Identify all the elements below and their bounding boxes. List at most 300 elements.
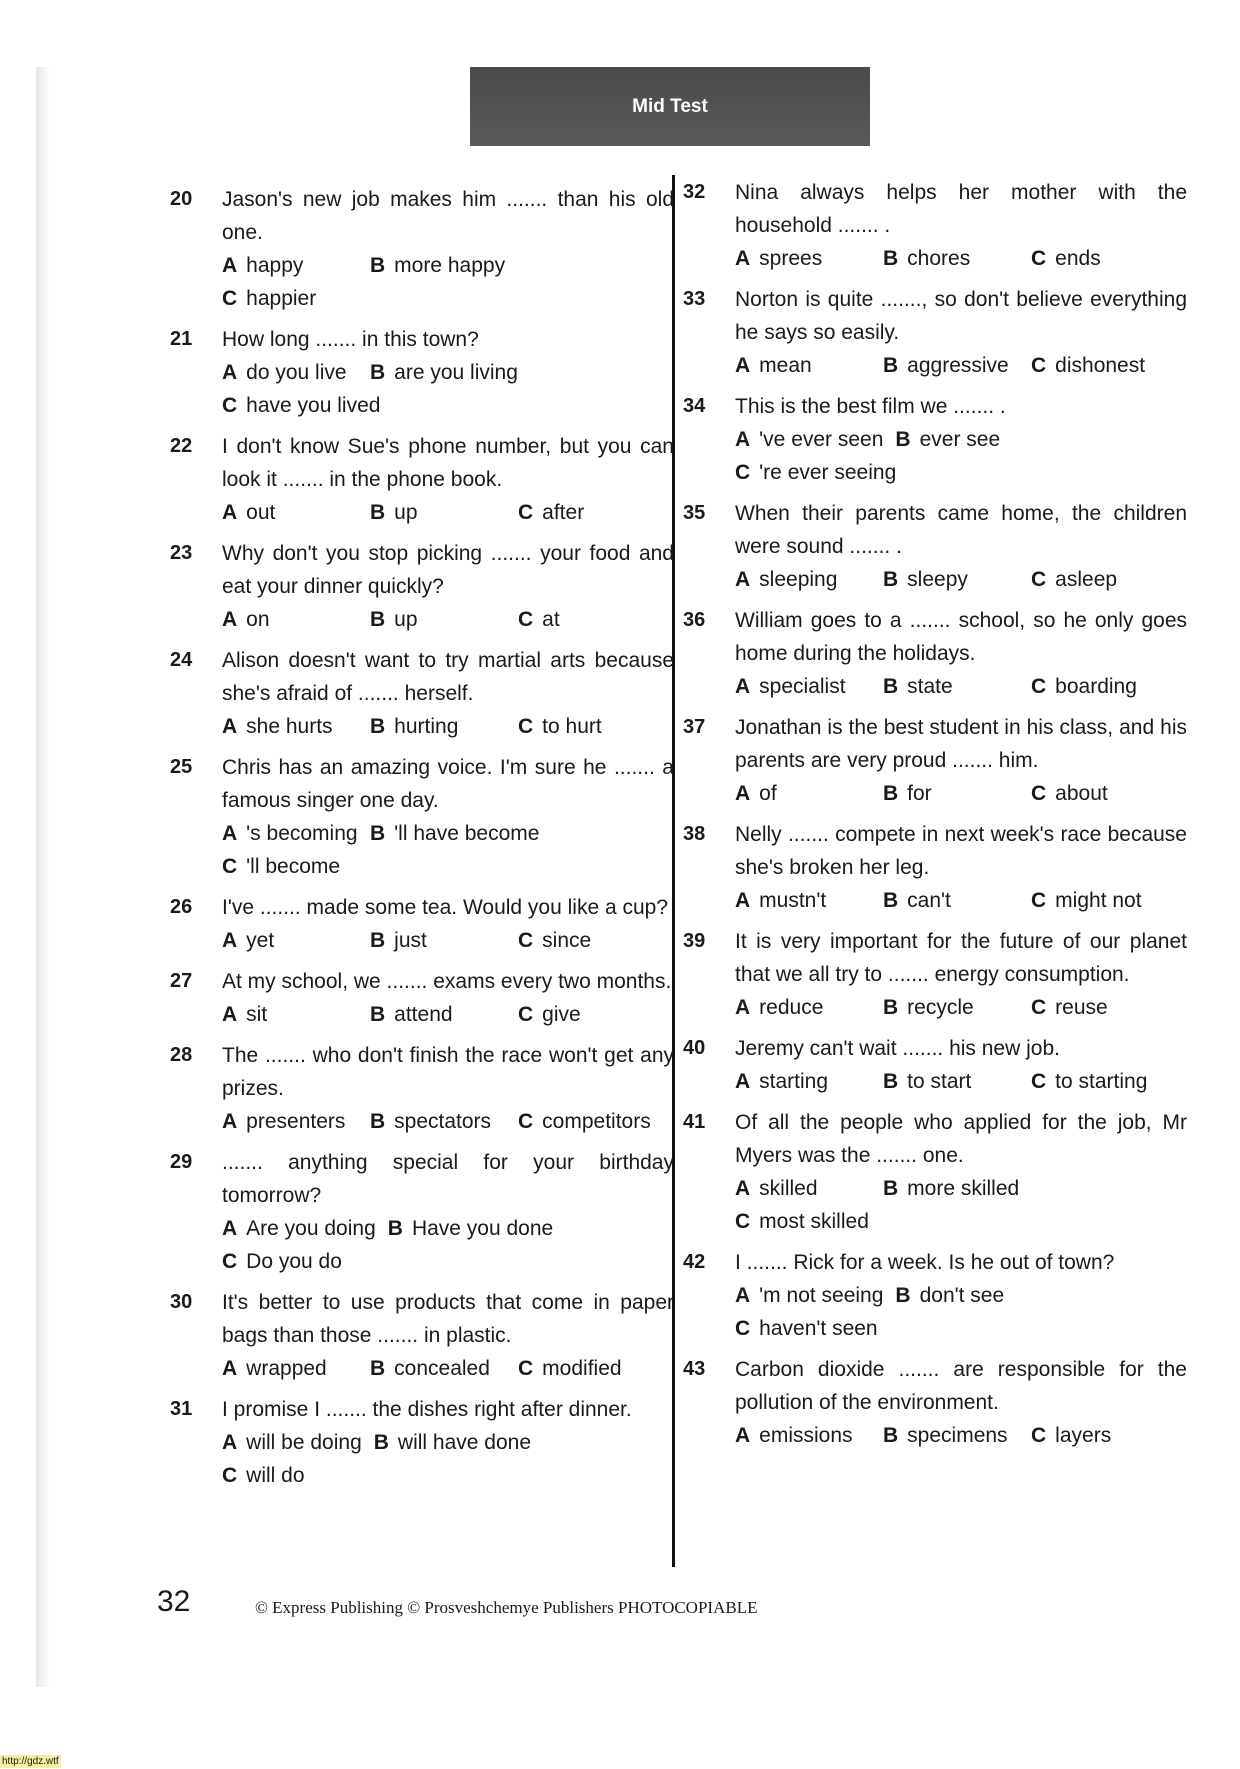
option-b[interactable] bbox=[370, 603, 518, 636]
option-text: 've ever seen bbox=[759, 428, 884, 451]
option-c[interactable] bbox=[222, 282, 370, 315]
option-text: ever see bbox=[919, 428, 1001, 451]
options-row bbox=[735, 1312, 1187, 1345]
option-letter: C bbox=[1031, 996, 1047, 1019]
option-letter: B bbox=[883, 354, 899, 377]
option-text: happy bbox=[246, 254, 304, 277]
question-number: 42 bbox=[683, 1251, 706, 1273]
option-text: emissions bbox=[759, 1424, 853, 1447]
option-c[interactable] bbox=[1031, 670, 1137, 703]
watermark-link[interactable]: http://gdz.wtf bbox=[2, 1756, 59, 1767]
options-row bbox=[735, 1065, 1187, 1098]
options-row bbox=[222, 1212, 674, 1245]
option-letter: B bbox=[883, 996, 899, 1019]
question-text: It's better to use products that come in paper bags than those ....... in plastic. bbox=[222, 1291, 674, 1347]
options-row bbox=[735, 991, 1187, 1024]
options-row bbox=[735, 563, 1187, 596]
option-b[interactable] bbox=[370, 356, 530, 389]
option-a[interactable] bbox=[735, 1419, 883, 1452]
option-letter: B bbox=[883, 1070, 899, 1093]
option-letter: A bbox=[222, 608, 238, 631]
option-c[interactable] bbox=[518, 1352, 622, 1385]
question-29 bbox=[170, 1146, 674, 1278]
option-b[interactable] bbox=[370, 817, 551, 850]
option-letter: B bbox=[373, 1431, 389, 1454]
option-letter: A bbox=[222, 254, 238, 277]
option-text: attend bbox=[394, 1003, 453, 1026]
question-number: 34 bbox=[683, 395, 706, 417]
option-text: 'll become bbox=[246, 855, 341, 878]
option-a[interactable] bbox=[222, 1426, 374, 1459]
option-b[interactable] bbox=[370, 1105, 518, 1138]
options-row bbox=[222, 1426, 674, 1459]
question-number: 30 bbox=[170, 1291, 193, 1313]
option-letter: B bbox=[370, 1110, 386, 1133]
question-number: 38 bbox=[683, 823, 706, 845]
question-text: Chris has an amazing voice. I'm sure he ....... a famous singer one day. bbox=[222, 756, 674, 812]
options-row bbox=[222, 924, 674, 957]
option-c[interactable] bbox=[735, 1312, 890, 1345]
option-text: 'm not seeing bbox=[759, 1284, 884, 1307]
question-40 bbox=[683, 1032, 1187, 1098]
option-text: mean bbox=[759, 354, 812, 377]
question-33 bbox=[683, 283, 1187, 382]
option-text: competitors bbox=[542, 1110, 651, 1133]
option-a[interactable] bbox=[222, 1212, 388, 1245]
option-letter: C bbox=[1031, 782, 1047, 805]
option-text: of bbox=[759, 782, 777, 805]
question-text: Carbon dioxide ....... are responsible for the pollution of the environment. bbox=[735, 1358, 1187, 1414]
question-23 bbox=[170, 537, 674, 636]
option-c[interactable] bbox=[1031, 777, 1108, 810]
option-text: 's becoming bbox=[246, 822, 358, 845]
option-text: haven't seen bbox=[759, 1317, 878, 1340]
question-text: Jason's new job makes him ....... than his old one. bbox=[222, 188, 674, 244]
option-text: sleepy bbox=[907, 568, 968, 591]
question-text: I've ....... made some tea. Would you like a cup? bbox=[222, 896, 669, 919]
option-letter: A bbox=[222, 822, 238, 845]
option-text: to starting bbox=[1055, 1070, 1148, 1093]
option-a[interactable] bbox=[735, 423, 895, 456]
question-text: Why don't you stop picking ....... your food and eat your dinner quickly? bbox=[222, 542, 674, 598]
option-letter: B bbox=[370, 1003, 386, 1026]
question-text: Alison doesn't want to try martial arts because she's afraid of ....... herself. bbox=[222, 649, 674, 705]
option-b[interactable] bbox=[883, 884, 1031, 917]
question-28 bbox=[170, 1039, 674, 1138]
option-letter: C bbox=[518, 1357, 534, 1380]
options-row bbox=[735, 349, 1187, 382]
option-text: sleeping bbox=[759, 568, 838, 591]
option-letter: C bbox=[735, 1317, 751, 1340]
option-text: will be doing bbox=[246, 1431, 362, 1454]
options-row bbox=[222, 1459, 674, 1492]
option-text: more happy bbox=[394, 254, 506, 277]
option-b[interactable] bbox=[883, 1065, 1031, 1098]
option-text: hurting bbox=[394, 715, 459, 738]
question-text: I promise I ....... the dishes right after dinner. bbox=[222, 1398, 632, 1421]
options-row bbox=[222, 710, 674, 743]
option-letter: B bbox=[883, 568, 899, 591]
option-text: dishonest bbox=[1055, 354, 1146, 377]
option-text: reduce bbox=[759, 996, 824, 1019]
option-a[interactable] bbox=[735, 777, 883, 810]
option-letter: B bbox=[895, 428, 911, 451]
option-text: at bbox=[542, 608, 560, 631]
option-text: concealed bbox=[394, 1357, 490, 1380]
question-43 bbox=[683, 1353, 1187, 1452]
question-number: 43 bbox=[683, 1358, 706, 1380]
option-letter: B bbox=[883, 782, 899, 805]
option-b[interactable] bbox=[883, 1419, 1031, 1452]
options-row bbox=[222, 389, 674, 422]
question-21 bbox=[170, 323, 674, 422]
option-c[interactable] bbox=[222, 1245, 370, 1278]
option-a[interactable] bbox=[222, 924, 370, 957]
question-31 bbox=[170, 1393, 674, 1492]
option-letter: B bbox=[370, 361, 386, 384]
options-row bbox=[222, 282, 674, 315]
option-a[interactable] bbox=[735, 670, 883, 703]
option-b[interactable] bbox=[883, 349, 1031, 382]
option-letter: B bbox=[883, 675, 899, 698]
option-text: she hurts bbox=[246, 715, 333, 738]
option-c[interactable] bbox=[1031, 884, 1142, 917]
option-c[interactable] bbox=[735, 456, 908, 489]
option-text: mustn't bbox=[759, 889, 827, 912]
question-text: How long ....... in this town? bbox=[222, 328, 479, 351]
question-30 bbox=[170, 1286, 674, 1385]
question-number: 41 bbox=[683, 1111, 706, 1133]
option-text: layers bbox=[1055, 1424, 1112, 1447]
option-text: skilled bbox=[759, 1177, 818, 1200]
option-letter: A bbox=[735, 568, 751, 591]
option-text: recycle bbox=[907, 996, 974, 1019]
question-text: William goes to a ....... school, so he only goes home during the holidays. bbox=[735, 609, 1187, 665]
option-letter: A bbox=[735, 1284, 751, 1307]
question-number: 40 bbox=[683, 1037, 706, 1059]
option-a[interactable] bbox=[222, 496, 370, 529]
option-a[interactable] bbox=[222, 1352, 370, 1385]
question-number: 23 bbox=[170, 542, 193, 564]
option-letter: C bbox=[1031, 568, 1047, 591]
question-37 bbox=[683, 711, 1187, 810]
options-row bbox=[735, 1205, 1187, 1238]
options-row bbox=[222, 1352, 674, 1385]
option-letter: A bbox=[735, 1177, 751, 1200]
option-text: most skilled bbox=[759, 1210, 869, 1233]
question-39 bbox=[683, 925, 1187, 1024]
option-text: specimens bbox=[907, 1424, 1008, 1447]
option-text: out bbox=[246, 501, 276, 524]
question-42 bbox=[683, 1246, 1187, 1345]
question-number: 25 bbox=[170, 756, 193, 778]
question-36 bbox=[683, 604, 1187, 703]
option-letter: C bbox=[222, 1250, 238, 1273]
option-text: about bbox=[1055, 782, 1108, 805]
options-row bbox=[222, 496, 674, 529]
question-number: 32 bbox=[683, 181, 706, 203]
question-27 bbox=[170, 965, 674, 1031]
option-c[interactable] bbox=[222, 1459, 370, 1492]
option-letter: B bbox=[370, 254, 386, 277]
options-row bbox=[222, 850, 674, 883]
option-a[interactable] bbox=[735, 563, 883, 596]
option-letter: C bbox=[222, 855, 238, 878]
option-text: since bbox=[542, 929, 592, 952]
option-c[interactable] bbox=[1031, 991, 1108, 1024]
question-number: 39 bbox=[683, 930, 706, 952]
option-letter: A bbox=[735, 782, 751, 805]
option-b[interactable] bbox=[370, 998, 518, 1031]
option-letter: A bbox=[735, 428, 751, 451]
option-text: 're ever seeing bbox=[759, 461, 897, 484]
option-letter: B bbox=[895, 1284, 911, 1307]
option-text: boarding bbox=[1055, 675, 1137, 698]
option-b[interactable] bbox=[883, 991, 1031, 1024]
option-letter: C bbox=[518, 1003, 534, 1026]
option-a[interactable] bbox=[222, 603, 370, 636]
option-b[interactable] bbox=[374, 1426, 543, 1459]
options-row bbox=[222, 817, 674, 850]
section-header bbox=[470, 67, 870, 146]
options-row bbox=[222, 249, 674, 282]
options-row bbox=[735, 1172, 1187, 1205]
option-text: are you living bbox=[394, 361, 518, 384]
question-text: Norton is quite ......., so don't believe everything he says so easily. bbox=[735, 288, 1187, 344]
question-text: It is very important for the future of our planet that we all try to ....... energy consumption. bbox=[735, 930, 1187, 986]
options-row bbox=[735, 242, 1187, 275]
option-text: have you lived bbox=[246, 394, 381, 417]
option-text: give bbox=[542, 1003, 581, 1026]
option-letter: B bbox=[370, 822, 386, 845]
option-letter: C bbox=[518, 608, 534, 631]
option-text: up bbox=[394, 501, 418, 524]
option-letter: C bbox=[222, 287, 238, 310]
option-letter: B bbox=[370, 501, 386, 524]
option-text: spectators bbox=[394, 1110, 492, 1133]
question-20 bbox=[170, 183, 674, 315]
option-letter: B bbox=[883, 247, 899, 270]
question-text: I ....... Rick for a week. Is he out of town? bbox=[735, 1251, 1115, 1274]
option-a[interactable] bbox=[735, 1279, 895, 1312]
question-41 bbox=[683, 1106, 1187, 1238]
option-c[interactable] bbox=[222, 850, 370, 883]
option-letter: B bbox=[387, 1217, 403, 1240]
options-row bbox=[735, 423, 1187, 456]
question-number: 26 bbox=[170, 896, 193, 918]
option-letter: C bbox=[735, 461, 751, 484]
options-row bbox=[735, 884, 1187, 917]
option-text: presenters bbox=[246, 1110, 346, 1133]
option-b[interactable] bbox=[883, 242, 1031, 275]
options-row bbox=[222, 998, 674, 1031]
option-a[interactable] bbox=[222, 998, 370, 1031]
option-b[interactable] bbox=[370, 710, 518, 743]
option-letter: A bbox=[735, 675, 751, 698]
option-text: just bbox=[394, 929, 427, 952]
page-edge-shadow bbox=[36, 67, 50, 1687]
option-text: for bbox=[907, 782, 932, 805]
option-text: on bbox=[246, 608, 270, 631]
option-text: to start bbox=[907, 1070, 972, 1093]
option-text: happier bbox=[246, 287, 317, 310]
option-c[interactable] bbox=[518, 1105, 651, 1138]
question-text: Jeremy can't wait ....... his new job. bbox=[735, 1037, 1060, 1060]
question-text: Nelly ....... compete in next week's race because she's broken her leg. bbox=[735, 823, 1187, 879]
option-a[interactable] bbox=[222, 710, 370, 743]
option-c[interactable] bbox=[518, 924, 591, 957]
options-row bbox=[735, 1279, 1187, 1312]
question-text: Jonathan is the best student in his class, and his parents are very proud ....... him. bbox=[735, 716, 1187, 772]
question-number: 36 bbox=[683, 609, 706, 631]
option-letter: A bbox=[735, 1424, 751, 1447]
option-a[interactable] bbox=[222, 1105, 370, 1138]
question-number: 33 bbox=[683, 288, 706, 310]
option-b[interactable] bbox=[370, 1352, 518, 1385]
option-c[interactable] bbox=[1031, 563, 1117, 596]
option-letter: A bbox=[735, 996, 751, 1019]
option-b[interactable] bbox=[370, 249, 518, 282]
option-text: state bbox=[907, 675, 953, 698]
option-text: will have done bbox=[397, 1431, 532, 1454]
option-b[interactable] bbox=[370, 924, 518, 957]
question-22 bbox=[170, 430, 674, 529]
question-number: 21 bbox=[170, 328, 193, 350]
option-text: sprees bbox=[759, 247, 823, 270]
question-number: 35 bbox=[683, 502, 706, 524]
option-a[interactable] bbox=[222, 817, 370, 850]
option-b[interactable] bbox=[883, 563, 1031, 596]
option-text: more skilled bbox=[907, 1177, 1020, 1200]
option-letter: C bbox=[518, 501, 534, 524]
question-26 bbox=[170, 891, 674, 957]
option-letter: B bbox=[883, 889, 899, 912]
option-letter: B bbox=[370, 1357, 386, 1380]
option-c[interactable] bbox=[1031, 242, 1101, 275]
option-text: don't see bbox=[919, 1284, 1005, 1307]
option-c[interactable] bbox=[1031, 1065, 1147, 1098]
question-text: This is the best film we ....... . bbox=[735, 395, 1006, 418]
options-row bbox=[735, 1419, 1187, 1452]
option-letter: A bbox=[735, 354, 751, 377]
option-letter: C bbox=[518, 929, 534, 952]
option-letter: C bbox=[1031, 675, 1047, 698]
option-letter: B bbox=[883, 1177, 899, 1200]
question-number: 28 bbox=[170, 1044, 193, 1066]
option-a[interactable] bbox=[222, 249, 370, 282]
option-b[interactable] bbox=[895, 423, 1043, 456]
option-a[interactable] bbox=[222, 356, 370, 389]
option-b[interactable] bbox=[883, 670, 1031, 703]
options-row bbox=[735, 777, 1187, 810]
options-row bbox=[222, 1105, 674, 1138]
option-a[interactable] bbox=[735, 991, 883, 1024]
option-text: sit bbox=[246, 1003, 268, 1026]
option-c[interactable] bbox=[518, 998, 581, 1031]
option-letter: A bbox=[222, 1357, 238, 1380]
option-b[interactable] bbox=[370, 496, 518, 529]
question-38 bbox=[683, 818, 1187, 917]
option-text: asleep bbox=[1055, 568, 1118, 591]
option-letter: B bbox=[370, 608, 386, 631]
option-text: 'll have become bbox=[394, 822, 540, 845]
question-32 bbox=[683, 176, 1187, 275]
option-text: can't bbox=[907, 889, 951, 912]
option-letter: C bbox=[1031, 354, 1047, 377]
left-question-column bbox=[170, 183, 674, 1500]
option-text: after bbox=[542, 501, 585, 524]
option-b[interactable] bbox=[883, 1172, 1031, 1205]
option-a[interactable] bbox=[735, 1065, 883, 1098]
option-text: yet bbox=[246, 929, 275, 952]
question-34 bbox=[683, 390, 1187, 489]
option-c[interactable] bbox=[518, 603, 560, 636]
option-letter: C bbox=[518, 715, 534, 738]
question-25 bbox=[170, 751, 674, 883]
right-question-column bbox=[683, 176, 1187, 1460]
option-a[interactable] bbox=[735, 1172, 883, 1205]
copyright-footer: © Express Publishing © Prosveshchemye Publishers PHOTOCOPIABLE bbox=[255, 1598, 758, 1617]
question-24 bbox=[170, 644, 674, 743]
question-number: 22 bbox=[170, 435, 193, 457]
question-text: The ....... who don't finish the race won't get any prizes. bbox=[222, 1044, 674, 1100]
option-c[interactable] bbox=[1031, 1419, 1111, 1452]
option-letter: A bbox=[222, 1217, 238, 1240]
option-text: might not bbox=[1055, 889, 1142, 912]
option-letter: C bbox=[1031, 247, 1047, 270]
option-text: reuse bbox=[1055, 996, 1108, 1019]
option-letter: A bbox=[222, 361, 238, 384]
option-c[interactable] bbox=[222, 389, 392, 422]
option-b[interactable] bbox=[883, 777, 1031, 810]
question-number: 29 bbox=[170, 1151, 193, 1173]
option-c[interactable] bbox=[518, 496, 584, 529]
option-text: Do you do bbox=[246, 1250, 342, 1273]
option-letter: A bbox=[735, 889, 751, 912]
option-letter: A bbox=[222, 1003, 238, 1026]
option-a[interactable] bbox=[735, 349, 883, 382]
question-text: I don't know Sue's phone number, but you can look it ....... in the phone book. bbox=[222, 435, 674, 491]
option-text: Are you doing bbox=[246, 1217, 376, 1240]
option-letter: C bbox=[518, 1110, 534, 1133]
option-letter: C bbox=[1031, 889, 1047, 912]
option-text: starting bbox=[759, 1070, 829, 1093]
question-number: 37 bbox=[683, 716, 706, 738]
question-number: 27 bbox=[170, 970, 193, 992]
question-text: At my school, we ....... exams every two months. bbox=[222, 970, 672, 993]
option-a[interactable] bbox=[735, 884, 883, 917]
option-c[interactable] bbox=[518, 710, 602, 743]
option-letter: B bbox=[370, 715, 386, 738]
options-row bbox=[735, 456, 1187, 489]
option-a[interactable] bbox=[735, 242, 883, 275]
question-text: Nina always helps her mother with the household ....... . bbox=[735, 181, 1187, 237]
question-number: 31 bbox=[170, 1398, 193, 1420]
options-row bbox=[222, 1245, 674, 1278]
option-c[interactable] bbox=[1031, 349, 1145, 382]
option-text: modified bbox=[542, 1357, 622, 1380]
option-letter: A bbox=[222, 501, 238, 524]
option-b[interactable] bbox=[388, 1212, 565, 1245]
option-text: up bbox=[394, 608, 418, 631]
options-row bbox=[222, 603, 674, 636]
option-letter: A bbox=[735, 1070, 751, 1093]
option-c[interactable] bbox=[735, 1205, 883, 1238]
option-text: aggressive bbox=[907, 354, 1009, 377]
options-row bbox=[735, 670, 1187, 703]
option-b[interactable] bbox=[895, 1279, 1043, 1312]
option-text: ends bbox=[1055, 247, 1101, 270]
